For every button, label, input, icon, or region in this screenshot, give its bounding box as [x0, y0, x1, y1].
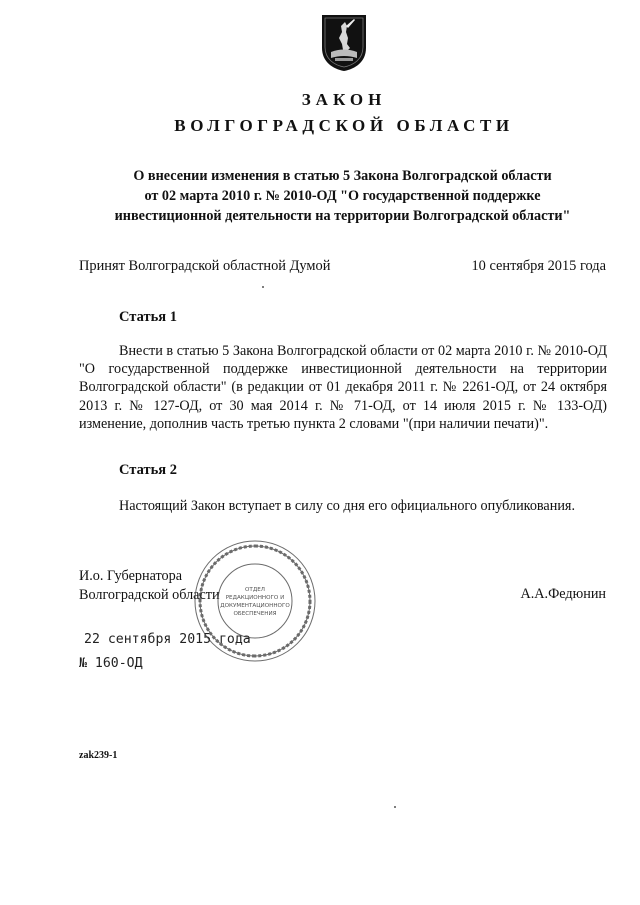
- law-subject: [90, 166, 595, 226]
- document-code: zak239-1: [79, 750, 118, 761]
- official-stamp-icon: [192, 538, 318, 664]
- law-subject-line: инвестиционной деятельности на территории Волгоградской области": [114, 208, 571, 224]
- law-subject-line: от 02 марта 2010 г. № 2010-ОД "О государственной поддержке: [144, 188, 541, 204]
- law-region: ВОЛГОГРАДСКОЙ ОБЛАСТИ: [174, 116, 514, 135]
- article-1-text: Внести в статью 5 Закона Волгоградской области от 02 марта 2010 г. № 2010-ОД "О государственной поддержке инвестиционной деятельности на территории Волгоградской области" (в редакции от 01 декабря 2011 г. № 2261-ОД, от 24 октября 2013 г. № 127-ОД, от 30 мая 2014 г. № 71-ОД, от 14 июля 2015 г. № 133-ОД) изменение, дополнив часть третью пункта 2 словами "(при наличии печати)".: [79, 343, 607, 432]
- volgograd-coat-of-arms-icon: [321, 14, 367, 72]
- signing-date: 22 сентября 2015 года: [84, 632, 251, 647]
- adopted-by: Принят Волгоградской областной Думой: [79, 258, 331, 274]
- stamp-text-line: ОБЕСПЕЧЕНИЯ: [233, 611, 277, 617]
- article-1-heading: Статья 1: [119, 309, 177, 325]
- article-2-text: Настоящий Закон вступает в силу со дня его официального опубликования.: [119, 498, 575, 514]
- signatory-position-line: Волгоградской области: [79, 587, 220, 603]
- scan-speck: [262, 286, 264, 288]
- stamp-text-line: ОТДЕЛ: [245, 587, 265, 593]
- signatory-position-line: И.о. Губернатора: [79, 568, 182, 584]
- stamp-text-line: ДОКУМЕНТАЦИОННОГО: [220, 603, 290, 609]
- signatory-name: А.А.Федюнин: [520, 586, 606, 602]
- article-2-heading: Статья 2: [119, 462, 177, 478]
- adoption-date: 10 сентября 2015 года: [471, 258, 606, 274]
- law-title: ЗАКОН: [301, 90, 387, 109]
- scan-speck: [394, 806, 396, 808]
- stamp-text-line: РЕДАКЦИОННОГО И: [225, 595, 285, 601]
- law-number: № 160-ОД: [79, 656, 143, 671]
- law-subject-line: О внесении изменения в статью 5 Закона Волгоградской области: [133, 168, 552, 184]
